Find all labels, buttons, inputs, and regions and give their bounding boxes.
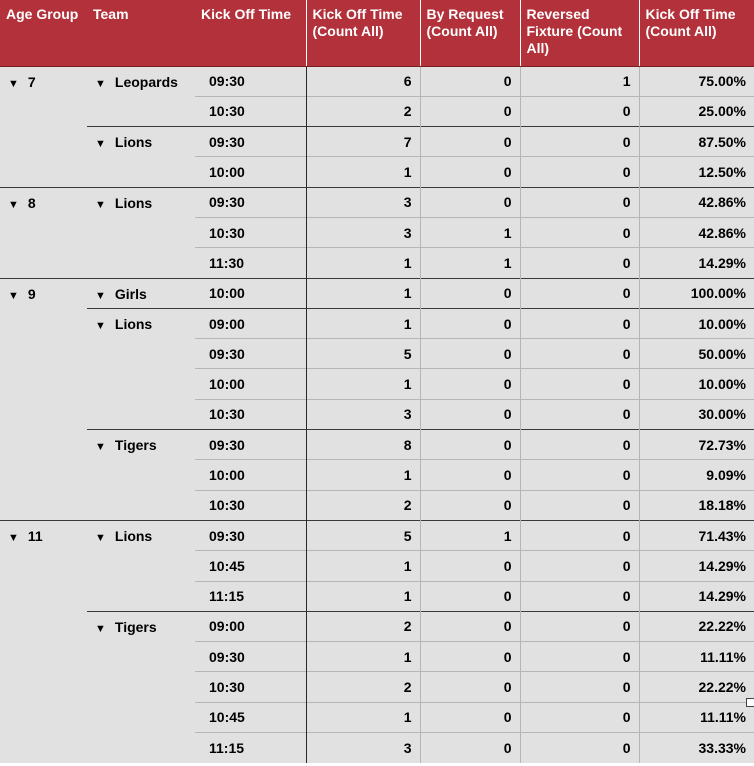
table-row bbox=[0, 308, 754, 338]
resize-handle[interactable] bbox=[746, 698, 754, 707]
kick-off-percent-cell[interactable]: 11.11% bbox=[639, 642, 754, 672]
reversed-fixture-count-cell[interactable]: 0 bbox=[520, 702, 639, 732]
pivot-body bbox=[0, 66, 754, 763]
reversed-fixture-count-cell[interactable]: 0 bbox=[520, 369, 639, 399]
kick-off-count-cell[interactable]: 1 bbox=[306, 248, 420, 278]
collapse-triangle-icon[interactable]: ▼ bbox=[8, 198, 19, 211]
kick-off-count-cell[interactable]: 1 bbox=[306, 581, 420, 611]
reversed-fixture-count-cell[interactable]: 0 bbox=[520, 520, 639, 550]
by-request-count-cell[interactable]: 0 bbox=[420, 733, 520, 763]
header-kick-off-time[interactable]: Kick Off Time bbox=[195, 0, 306, 66]
by-request-count-cell[interactable]: 0 bbox=[420, 96, 520, 126]
team-cell[interactable] bbox=[87, 611, 195, 762]
kick-off-time-cell[interactable]: 09:30 bbox=[195, 339, 306, 369]
kick-off-percent-cell[interactable]: 50.00% bbox=[639, 339, 754, 369]
reversed-fixture-count-cell[interactable]: 0 bbox=[520, 490, 639, 520]
kick-off-time-cell[interactable]: 11:15 bbox=[195, 733, 306, 763]
by-request-count-cell[interactable]: 0 bbox=[420, 127, 520, 157]
reversed-fixture-count-cell[interactable]: 0 bbox=[520, 642, 639, 672]
kick-off-time-cell[interactable]: 10:30 bbox=[195, 490, 306, 520]
kick-off-time-cell[interactable]: 10:30 bbox=[195, 399, 306, 429]
table-row bbox=[0, 127, 754, 157]
kick-off-count-cell[interactable]: 1 bbox=[306, 460, 420, 490]
kick-off-time-cell[interactable]: 09:30 bbox=[195, 187, 306, 217]
kick-off-count-cell[interactable]: 1 bbox=[306, 702, 420, 732]
age-group-label: 11 bbox=[27, 527, 43, 544]
kick-off-percent-cell[interactable]: 42.86% bbox=[639, 187, 754, 217]
header-kick-off-count[interactable]: Kick Off Time (Count All) bbox=[306, 0, 420, 66]
age-group-cell[interactable] bbox=[0, 66, 87, 187]
table-row bbox=[0, 611, 754, 641]
collapse-triangle-icon[interactable]: ▼ bbox=[8, 289, 19, 302]
kick-off-count-cell[interactable]: 2 bbox=[306, 490, 420, 520]
collapse-triangle-icon[interactable]: ▼ bbox=[95, 319, 106, 332]
header-team[interactable]: Team bbox=[87, 0, 195, 66]
table-row bbox=[0, 278, 754, 308]
header-reversed-fixture-count[interactable]: Reversed Fixture (Count All) bbox=[520, 0, 639, 66]
reversed-fixture-count-cell[interactable]: 0 bbox=[520, 157, 639, 187]
kick-off-percent-cell[interactable]: 14.29% bbox=[639, 551, 754, 581]
kick-off-percent-cell[interactable]: 87.50% bbox=[639, 127, 754, 157]
kick-off-count-cell[interactable]: 1 bbox=[306, 278, 420, 308]
team-cell[interactable] bbox=[87, 66, 195, 127]
kick-off-count-cell[interactable]: 7 bbox=[306, 127, 420, 157]
kick-off-percent-cell[interactable]: 14.29% bbox=[639, 248, 754, 278]
age-group-cell[interactable] bbox=[0, 278, 87, 520]
kick-off-percent-cell[interactable]: 72.73% bbox=[639, 430, 754, 460]
by-request-count-cell[interactable]: 1 bbox=[420, 520, 520, 550]
reversed-fixture-count-cell[interactable]: 0 bbox=[520, 278, 639, 308]
kick-off-time-cell[interactable]: 10:45 bbox=[195, 551, 306, 581]
kick-off-time-cell[interactable]: 09:00 bbox=[195, 308, 306, 338]
kick-off-time-cell[interactable]: 09:30 bbox=[195, 520, 306, 550]
kick-off-percent-cell[interactable]: 9.09% bbox=[639, 460, 754, 490]
kick-off-time-cell[interactable]: 09:00 bbox=[195, 611, 306, 641]
kick-off-count-cell[interactable]: 1 bbox=[306, 642, 420, 672]
team-label: Lions bbox=[114, 527, 153, 544]
team-cell[interactable] bbox=[87, 520, 195, 611]
kick-off-count-cell[interactable]: 3 bbox=[306, 187, 420, 217]
kick-off-count-cell[interactable]: 3 bbox=[306, 399, 420, 429]
age-group-label: 8 bbox=[27, 194, 36, 211]
by-request-count-cell[interactable]: 0 bbox=[420, 339, 520, 369]
age-group-label: 7 bbox=[27, 73, 36, 90]
kick-off-count-cell[interactable]: 2 bbox=[306, 672, 420, 702]
reversed-fixture-count-cell[interactable]: 0 bbox=[520, 217, 639, 247]
reversed-fixture-count-cell[interactable]: 0 bbox=[520, 672, 639, 702]
collapse-triangle-icon[interactable]: ▼ bbox=[95, 77, 106, 90]
kick-off-count-cell[interactable]: 1 bbox=[306, 308, 420, 338]
team-label: Lions bbox=[114, 134, 153, 151]
kick-off-time-cell[interactable]: 10:00 bbox=[195, 278, 306, 308]
kick-off-percent-cell[interactable]: 25.00% bbox=[639, 96, 754, 126]
reversed-fixture-count-cell[interactable]: 1 bbox=[520, 66, 639, 96]
age-group-cell[interactable] bbox=[0, 520, 87, 762]
team-label: Tigers bbox=[114, 437, 157, 454]
collapse-triangle-icon[interactable]: ▼ bbox=[95, 198, 106, 211]
team-cell[interactable] bbox=[87, 278, 195, 308]
kick-off-percent-cell[interactable]: 71.43% bbox=[639, 520, 754, 550]
kick-off-percent-cell[interactable]: 22.22% bbox=[639, 672, 754, 702]
team-label: Tigers bbox=[114, 618, 157, 635]
age-group-cell[interactable] bbox=[0, 187, 87, 278]
by-request-count-cell[interactable]: 0 bbox=[420, 308, 520, 338]
kick-off-time-cell[interactable]: 09:30 bbox=[195, 642, 306, 672]
kick-off-percent-cell[interactable]: 22.22% bbox=[639, 611, 754, 641]
by-request-count-cell[interactable]: 0 bbox=[420, 430, 520, 460]
team-cell[interactable] bbox=[87, 127, 195, 188]
reversed-fixture-count-cell[interactable]: 0 bbox=[520, 581, 639, 611]
kick-off-percent-cell[interactable]: 12.50% bbox=[639, 157, 754, 187]
collapse-triangle-icon[interactable]: ▼ bbox=[95, 531, 106, 544]
kick-off-time-cell[interactable]: 10:30 bbox=[195, 672, 306, 702]
kick-off-count-cell[interactable]: 5 bbox=[306, 339, 420, 369]
reversed-fixture-count-cell[interactable]: 0 bbox=[520, 127, 639, 157]
kick-off-percent-cell[interactable]: 33.33% bbox=[639, 733, 754, 763]
kick-off-percent-cell[interactable]: 10.00% bbox=[639, 369, 754, 399]
reversed-fixture-count-cell[interactable]: 0 bbox=[520, 248, 639, 278]
by-request-count-cell[interactable]: 0 bbox=[420, 399, 520, 429]
kick-off-count-cell[interactable]: 5 bbox=[306, 520, 420, 550]
reversed-fixture-count-cell[interactable]: 0 bbox=[520, 551, 639, 581]
by-request-count-cell[interactable]: 0 bbox=[420, 581, 520, 611]
kick-off-count-cell[interactable]: 2 bbox=[306, 96, 420, 126]
team-cell[interactable] bbox=[87, 430, 195, 521]
kick-off-time-cell[interactable]: 10:00 bbox=[195, 157, 306, 187]
kick-off-time-cell[interactable]: 11:15 bbox=[195, 581, 306, 611]
collapse-triangle-icon[interactable]: ▼ bbox=[8, 531, 19, 544]
by-request-count-cell[interactable]: 0 bbox=[420, 611, 520, 641]
kick-off-percent-cell[interactable]: 30.00% bbox=[639, 399, 754, 429]
by-request-count-cell[interactable]: 0 bbox=[420, 702, 520, 732]
kick-off-time-cell[interactable]: 09:30 bbox=[195, 430, 306, 460]
by-request-count-cell[interactable]: 1 bbox=[420, 248, 520, 278]
kick-off-count-cell[interactable]: 2 bbox=[306, 611, 420, 641]
kick-off-time-cell[interactable]: 10:00 bbox=[195, 460, 306, 490]
reversed-fixture-count-cell[interactable]: 0 bbox=[520, 430, 639, 460]
kick-off-percent-cell[interactable]: 18.18% bbox=[639, 490, 754, 520]
collapse-triangle-icon[interactable]: ▼ bbox=[95, 138, 106, 151]
by-request-count-cell[interactable]: 0 bbox=[420, 187, 520, 217]
kick-off-percent-cell[interactable]: 42.86% bbox=[639, 217, 754, 247]
kick-off-count-cell[interactable]: 3 bbox=[306, 217, 420, 247]
reversed-fixture-count-cell[interactable]: 0 bbox=[520, 733, 639, 763]
table-row bbox=[0, 430, 754, 460]
by-request-count-cell[interactable]: 0 bbox=[420, 490, 520, 520]
by-request-count-cell[interactable]: 0 bbox=[420, 278, 520, 308]
collapse-triangle-icon[interactable]: ▼ bbox=[95, 289, 106, 302]
header-kick-off-percent[interactable]: Kick Off Time (Count All) bbox=[639, 0, 754, 66]
by-request-count-cell[interactable]: 0 bbox=[420, 460, 520, 490]
reversed-fixture-count-cell[interactable]: 0 bbox=[520, 611, 639, 641]
kick-off-count-cell[interactable]: 1 bbox=[306, 369, 420, 399]
team-label: Lions bbox=[114, 315, 153, 332]
by-request-count-cell[interactable]: 0 bbox=[420, 672, 520, 702]
reversed-fixture-count-cell[interactable]: 0 bbox=[520, 187, 639, 217]
by-request-count-cell[interactable]: 1 bbox=[420, 217, 520, 247]
kick-off-time-cell[interactable]: 10:30 bbox=[195, 217, 306, 247]
by-request-count-cell[interactable]: 0 bbox=[420, 642, 520, 672]
kick-off-time-cell[interactable]: 09:30 bbox=[195, 127, 306, 157]
kick-off-count-cell[interactable]: 1 bbox=[306, 551, 420, 581]
table-row bbox=[0, 520, 754, 550]
kick-off-percent-cell[interactable]: 11.11% bbox=[639, 702, 754, 732]
team-label: Girls bbox=[114, 285, 147, 302]
reversed-fixture-count-cell[interactable]: 0 bbox=[520, 96, 639, 126]
header-by-request-count[interactable]: By Request (Count All) bbox=[420, 0, 520, 66]
by-request-count-cell[interactable]: 0 bbox=[420, 157, 520, 187]
team-cell[interactable] bbox=[87, 308, 195, 429]
by-request-count-cell[interactable]: 0 bbox=[420, 66, 520, 96]
reversed-fixture-count-cell[interactable]: 0 bbox=[520, 460, 639, 490]
kick-off-percent-cell[interactable]: 14.29% bbox=[639, 581, 754, 611]
collapse-triangle-icon[interactable]: ▼ bbox=[95, 441, 106, 454]
header-row bbox=[0, 0, 754, 66]
kick-off-count-cell[interactable]: 1 bbox=[306, 157, 420, 187]
kick-off-count-cell[interactable]: 6 bbox=[306, 66, 420, 96]
kick-off-percent-cell[interactable]: 10.00% bbox=[639, 308, 754, 338]
table-row bbox=[0, 187, 754, 217]
kick-off-percent-cell[interactable]: 100.00% bbox=[639, 278, 754, 308]
team-label: Lions bbox=[114, 194, 153, 211]
kick-off-count-cell[interactable]: 8 bbox=[306, 430, 420, 460]
kick-off-time-cell[interactable]: 11:30 bbox=[195, 248, 306, 278]
table-row bbox=[0, 66, 754, 96]
reversed-fixture-count-cell[interactable]: 0 bbox=[520, 308, 639, 338]
age-group-label: 9 bbox=[27, 285, 36, 302]
collapse-triangle-icon[interactable]: ▼ bbox=[95, 622, 106, 635]
kick-off-percent-cell[interactable]: 75.00% bbox=[639, 66, 754, 96]
reversed-fixture-count-cell[interactable]: 0 bbox=[520, 399, 639, 429]
by-request-count-cell[interactable]: 0 bbox=[420, 369, 520, 399]
kick-off-time-cell[interactable]: 10:00 bbox=[195, 369, 306, 399]
collapse-triangle-icon[interactable]: ▼ bbox=[8, 77, 19, 90]
kick-off-time-cell[interactable]: 10:45 bbox=[195, 702, 306, 732]
by-request-count-cell[interactable]: 0 bbox=[420, 551, 520, 581]
kick-off-time-cell[interactable]: 09:30 bbox=[195, 66, 306, 96]
team-cell[interactable] bbox=[87, 187, 195, 278]
kick-off-count-cell[interactable]: 3 bbox=[306, 733, 420, 763]
header-age-group[interactable]: Age Group bbox=[0, 0, 87, 66]
reversed-fixture-count-cell[interactable]: 0 bbox=[520, 339, 639, 369]
kick-off-time-cell[interactable]: 10:30 bbox=[195, 96, 306, 126]
team-label: Leopards bbox=[114, 73, 178, 90]
